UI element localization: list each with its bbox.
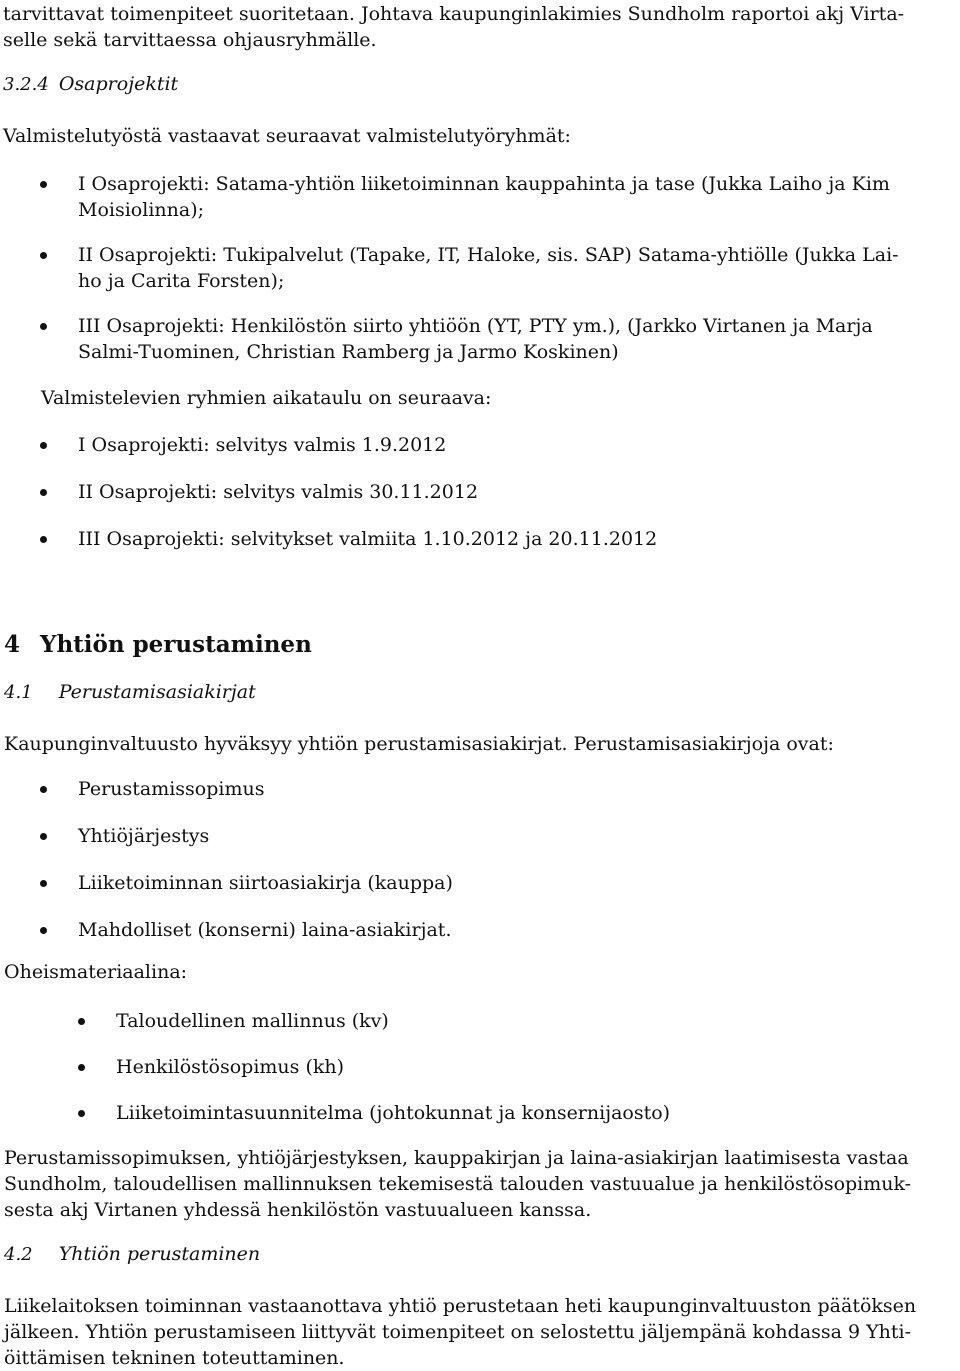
section-number: 3.2.4: [3, 74, 49, 95]
list-item-continuation: Salmi-Tuominen, Christian Ramberg ja Jarmo Koskinen): [78, 341, 619, 363]
list-item: Liiketoiminnan siirtoasiakirja (kauppa): [78, 872, 453, 894]
paragraph-line: öittämisen tekninen toteuttaminen.: [4, 1347, 345, 1369]
bullet-icon: [40, 786, 47, 793]
paragraph-line: jälkeen. Yhtiön perustamiseen liittyvät toimenpiteet on selostettu jäljempänä kohdassa 9 Yhti-: [4, 1321, 912, 1343]
paragraph-line: Perustamissopimuksen, yhtiöjärjestyksen, kauppakirjan ja laina-asiakirjan laatimisesta vastaa: [4, 1147, 909, 1169]
list-item: III Osaprojekti: Henkilöstön siirto yhtiöön (YT, PTY ym.), (Jarkko Virtanen ja Marja: [78, 315, 873, 337]
paragraph-line: tarvittavat toimenpiteet suoritetaan. Johtava kaupunginlakimies Sundholm raportoi akj Virta-: [3, 3, 905, 25]
bullet-icon: [40, 323, 47, 330]
paragraph-line: Sundholm, taloudellisen mallinnuksen tekemisestä talouden vastuualue ja henkilöstösopimuk-: [4, 1173, 912, 1195]
section-number: 4.2: [4, 1244, 33, 1265]
bullet-icon: [40, 833, 47, 840]
list-item-continuation: ho ja Carita Forsten);: [78, 270, 285, 292]
section-heading: [4, 679, 256, 706]
bullet-icon: [40, 536, 47, 543]
section-number: 4.1: [4, 682, 33, 703]
bullet-icon: [40, 880, 47, 887]
list-item: II Osaprojekti: selvitys valmis 30.11.2012: [78, 481, 479, 503]
paragraph-line: Valmistelevien ryhmien aikataulu on seuraava:: [41, 387, 492, 409]
paragraph-line: Valmistelutyöstä vastaavat seuraavat valmistelutyöryhmät:: [3, 125, 571, 147]
list-item: Henkilöstösopimus (kh): [116, 1056, 345, 1078]
section-heading: [4, 1241, 260, 1268]
bullet-icon: [40, 181, 47, 188]
paragraph-line: selle sekä tarvittaessa ohjausryhmälle.: [3, 29, 377, 51]
bullet-icon: [78, 1064, 85, 1071]
paragraph-line: Kaupunginvaltuusto hyväksyy yhtiön perustamisasiakirjat. Perustamisasiakirjoja ovat:: [4, 733, 834, 755]
list-item: Taloudellinen mallinnus (kv): [116, 1010, 389, 1032]
attachments-label: Oheismateriaalina:: [4, 961, 188, 983]
list-item: II Osaprojekti: Tukipalvelut (Tapake, IT, Haloke, sis. SAP) Satama-yhtiölle (Jukka Lai-: [78, 244, 899, 266]
bullet-icon: [40, 442, 47, 449]
list-item: I Osaprojekti: Satama-yhtiön liiketoiminnan kauppahinta ja tase (Jukka Laiho ja Kim: [78, 173, 890, 195]
bullet-icon: [40, 489, 47, 496]
list-item: III Osaprojekti: selvitykset valmiita 1.10.2012 ja 20.11.2012: [78, 528, 658, 550]
list-item: Yhtiöjärjestys: [78, 825, 210, 847]
bullet-icon: [78, 1018, 85, 1025]
bullet-icon: [78, 1110, 85, 1117]
bullet-icon: [40, 252, 47, 259]
list-item: I Osaprojekti: selvitys valmis 1.9.2012: [78, 434, 447, 456]
paragraph-line: sesta akj Virtanen yhdessä henkilöstön vastuualueen kanssa.: [4, 1199, 592, 1221]
section-title: Yhtiön perustaminen: [58, 1243, 261, 1265]
bullet-icon: [40, 927, 47, 934]
list-item: Liiketoimintasuunnitelma (johtokunnat ja konsernijaosto): [116, 1102, 671, 1124]
section-title: Perustamisasiakirjat: [58, 681, 256, 703]
chapter-number: 4: [4, 631, 21, 658]
chapter-heading: [4, 632, 312, 658]
section-title: Osaprojektit: [58, 73, 179, 95]
list-item-continuation: Moisiolinna);: [78, 199, 205, 221]
list-item: Perustamissopimus: [78, 778, 265, 800]
list-item: Mahdolliset (konserni) laina-asiakirjat.: [78, 919, 452, 941]
paragraph-line: Liikelaitoksen toiminnan vastaanottava yhtiö perustetaan heti kaupunginvaltuuston päätöksen: [4, 1295, 917, 1317]
chapter-title: Yhtiön perustaminen: [40, 631, 312, 658]
section-heading: [3, 71, 178, 98]
